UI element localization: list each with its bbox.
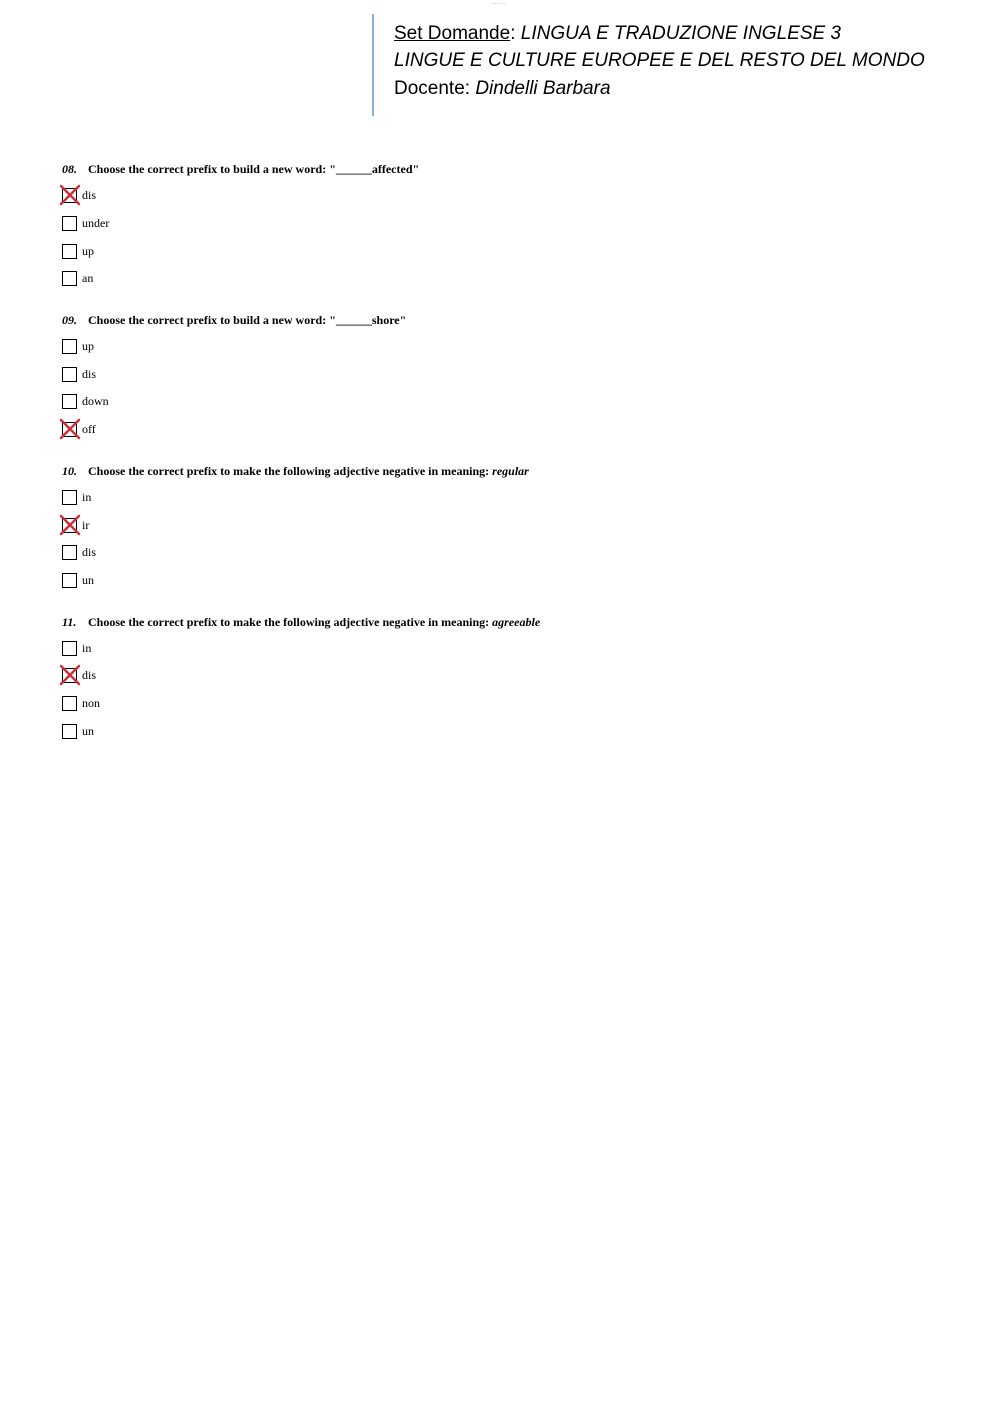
option-label: ir — [82, 518, 90, 532]
option-label: dis — [82, 668, 97, 682]
question-text: Choose the correct prefix to build a new word: "______shore" — [88, 313, 407, 327]
option-label: dis — [82, 188, 97, 202]
question-text: Choose the correct prefix to build a new word: "______affected" — [88, 162, 420, 176]
option-label: under — [82, 216, 110, 230]
option-label: up — [82, 339, 94, 353]
question-emphasis: agreeable — [492, 615, 541, 629]
option-label: dis — [82, 545, 97, 559]
teacher-name: Dindelli Barbara — [475, 78, 611, 99]
question-text: Choose the correct prefix to make the following adjective negative in meaning: — [88, 615, 490, 629]
option-label: down — [82, 394, 109, 408]
question-number: 08. — [62, 162, 77, 176]
checked-x-mark — [59, 514, 81, 536]
checkbox[interactable] — [62, 641, 77, 656]
option-label: un — [82, 724, 94, 738]
option-label: in — [82, 641, 92, 655]
page-top-mark: — — — — [492, 0, 507, 5]
set-label: Set Domande — [394, 23, 511, 44]
checkbox[interactable] — [62, 573, 77, 588]
question-number: 10. — [62, 464, 77, 478]
checked-x-mark — [59, 418, 81, 440]
question-09 — [62, 313, 406, 328]
checkbox[interactable] — [62, 271, 77, 286]
question-10 — [62, 464, 529, 479]
option-label: up — [82, 244, 94, 258]
checked-x-mark — [59, 664, 81, 686]
option-label: in — [82, 490, 92, 504]
question-number: 11. — [62, 615, 77, 629]
option-label: un — [82, 573, 94, 587]
option-label: off — [82, 422, 96, 436]
question-text: Choose the correct prefix to make the following adjective negative in meaning: — [88, 464, 490, 478]
checkbox[interactable] — [62, 244, 77, 259]
checked-x-mark — [59, 184, 81, 206]
option-label: non — [82, 696, 100, 710]
checkbox[interactable] — [62, 696, 77, 711]
option-label: dis — [82, 367, 97, 381]
question-number: 09. — [62, 313, 77, 327]
checkbox[interactable] — [62, 490, 77, 505]
question-08 — [62, 162, 419, 177]
option-label: an — [82, 271, 94, 285]
checkbox[interactable] — [62, 394, 77, 409]
course-name: LINGUA E TRADUZIONE INGLESE 3 — [520, 23, 842, 44]
checkbox[interactable] — [62, 339, 77, 354]
header-teacher-line — [394, 78, 611, 100]
degree-name: LINGUE E CULTURE EUROPEE E DEL RESTO DEL MONDO — [394, 50, 925, 71]
checkbox[interactable] — [62, 545, 77, 560]
question-emphasis: regular — [492, 464, 529, 478]
set-separator: : — [510, 23, 516, 44]
header-set-line — [394, 23, 841, 45]
checkbox[interactable] — [62, 216, 77, 231]
teacher-label: Docente: — [394, 78, 471, 99]
document-header — [372, 14, 974, 116]
checkbox[interactable] — [62, 367, 77, 382]
checkbox[interactable] — [62, 724, 77, 739]
question-11 — [62, 615, 540, 630]
